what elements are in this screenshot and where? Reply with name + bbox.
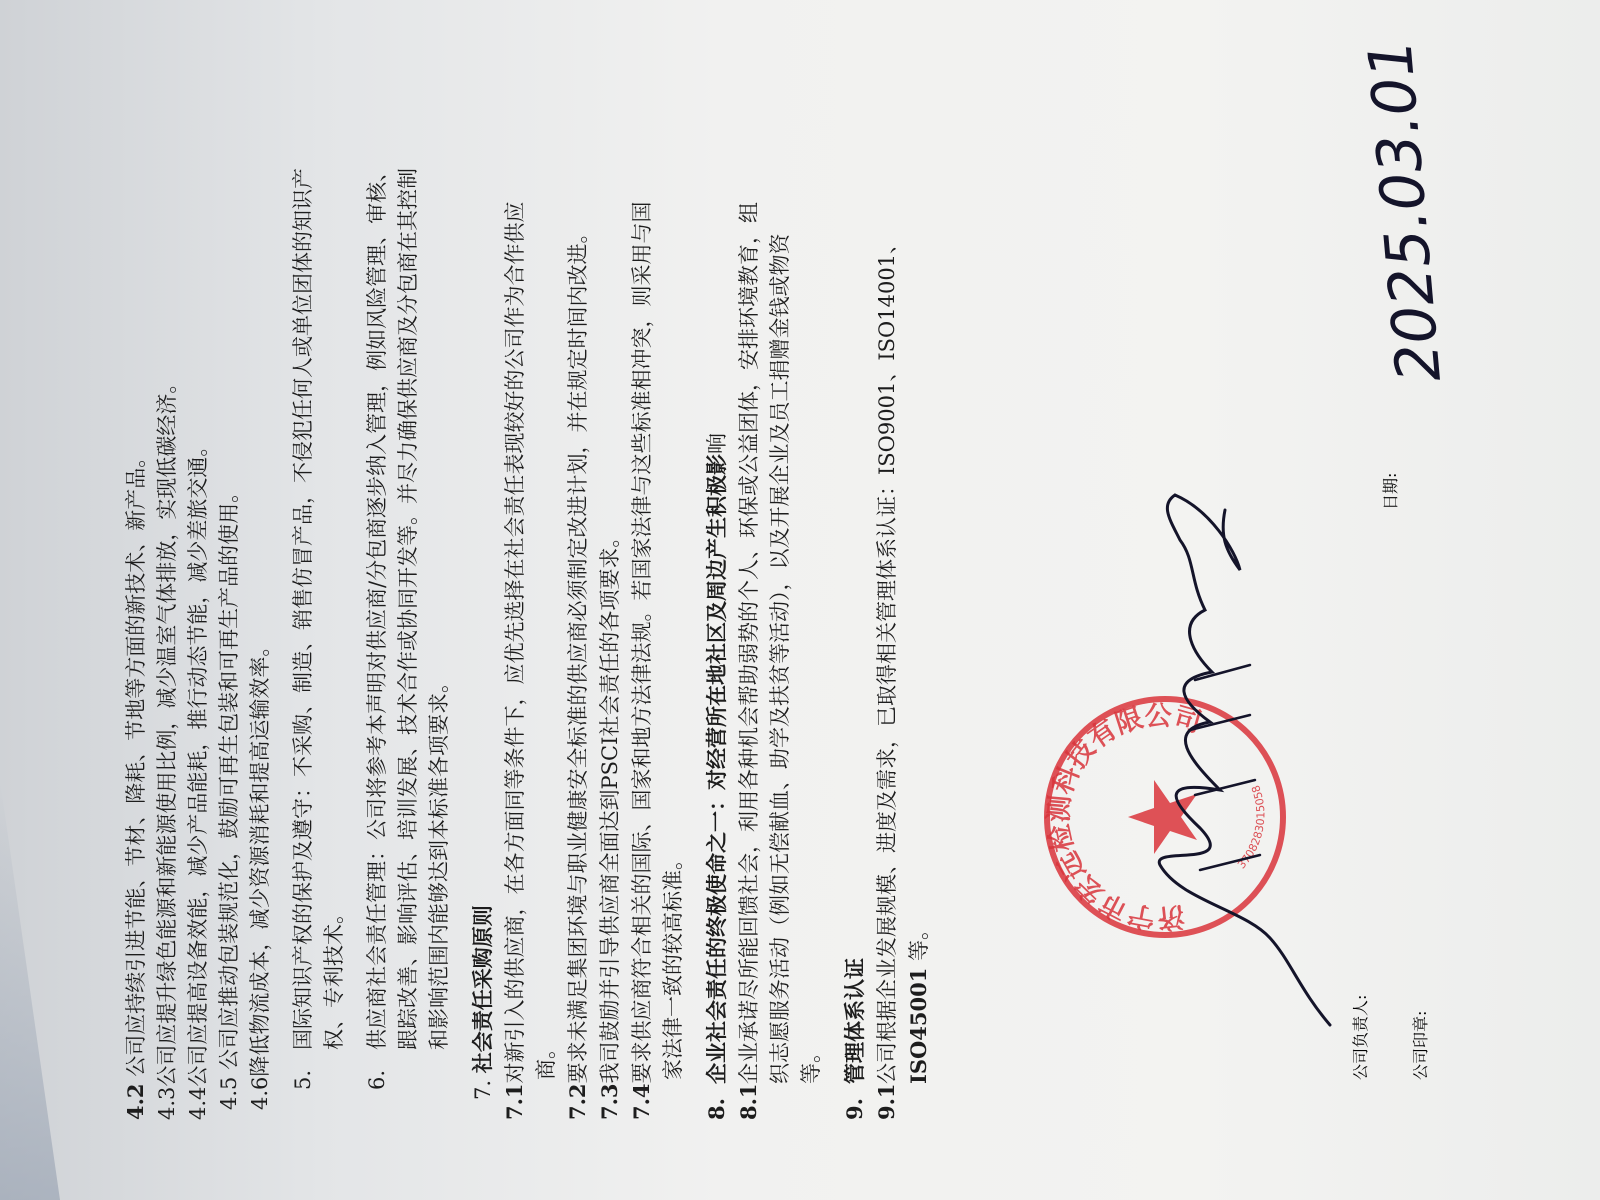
section-7-heading: [467, 40, 499, 1120]
section-title: 企业社会责任的终极使命之一：对经营所在地社区及周边产生积极影: [704, 454, 729, 1084]
item-number: 4.3: [155, 1086, 179, 1120]
item-number: 4.2: [123, 1083, 148, 1120]
item-text: 降低物流成本，减少资源消耗和提高运输效率。: [248, 635, 272, 1077]
spacer: [350, 40, 362, 1120]
item-number: 4.4: [186, 1086, 210, 1120]
stamp-company-text: 济宁市宏远检测科技有限公司: [1043, 700, 1205, 934]
item-number: 7.4: [629, 1083, 654, 1120]
item-6-cont: [424, 40, 455, 1120]
item-5-cont: [319, 40, 350, 1120]
item-text-tail: 等。: [907, 918, 931, 961]
item-9-1: [871, 40, 903, 1120]
item-4-4: [183, 40, 214, 1120]
item-text: 公司应提高设备效能，减少产品能耗，推行动态节能，减少差旅交通。: [186, 435, 210, 1087]
item-text-line: 供应商社会责任管理：公司将参考本声明对供应商/分包商逐步纳入管理，例如风险管理、审核、: [365, 160, 389, 1050]
stamp-code-text: 3708283015058: [1235, 783, 1268, 872]
item-7-4-cont: [658, 40, 689, 1120]
item-8-1-cont: [765, 40, 796, 1120]
date-label: 日期:: [1381, 472, 1400, 510]
section-title: 社会责任采购原则: [470, 905, 495, 1074]
company-seal-label: 公司印章:: [1411, 1010, 1430, 1080]
item-7-2: [562, 40, 594, 1120]
item-number: 4.5: [217, 1076, 241, 1110]
document-body: [120, 40, 935, 1120]
item-text-line: 家法律一致的较高标准。: [661, 849, 685, 1080]
item-text-line: 跟踪改善、影响评估、培训发展、技术合作或协同开发等。并尽力确保供应商及分包商在其控制: [396, 168, 420, 1050]
item-text: 公司应持续引进节能、节材、降耗、节地等方面的新技术、新产品。: [124, 446, 148, 1077]
item-number: 7.3: [597, 1083, 622, 1120]
item-text-line: 对新引入的供应商，在各方面同等条件下，应优先选择在社会责任表现较好的公司作为合作供应: [503, 201, 527, 1084]
spacer: [689, 40, 701, 1120]
section-title: 管理体系认证: [842, 958, 867, 1084]
spacer: [827, 40, 839, 1120]
item-text-line: 公司根据企业发展规模、进度及需求，已取得相关管理体系认证：ISO9001、ISO14001、: [875, 232, 899, 1084]
section-title-tail: 响: [705, 433, 729, 454]
item-number: 5.: [291, 1069, 315, 1090]
item-text-line: 权、专利技术。: [322, 903, 346, 1050]
item-7-4: [626, 40, 658, 1120]
handwritten-date: 2025.03.01: [1355, 36, 1455, 385]
section-9-heading: [839, 40, 871, 1120]
item-number: 7.2: [565, 1083, 590, 1120]
item-number: 7.1: [502, 1083, 527, 1120]
item-4-3: [152, 40, 183, 1120]
item-number: 9.1: [874, 1083, 899, 1120]
item-text-line: 企业承诺尽所能回馈社会，利用各种机会帮助弱势的个人、环保或公益团体，安排环境教育，组: [737, 202, 761, 1084]
company-seal-stamp: [1040, 692, 1290, 942]
iso-standard: ISO45001: [906, 967, 931, 1084]
item-text-line: 要求供应商符合相关的国际、国家和地方法律法规。若国家法律与这些标准相冲突，则采用与国: [630, 201, 654, 1084]
item-text: 要求未满足集团环境与职业健康安全标准的供应商必须制定改进计划，并在规定时间内改进。: [566, 222, 590, 1084]
item-4-2: [120, 40, 152, 1120]
item-text-line: 织志愿服务活动（例如无偿献血、助学及扶贫等活动），以及开展企业及员工捐赠金钱或物资: [768, 233, 792, 1084]
item-text: 我司鼓励并引导供应商全面达到PSCI社会责任的各项要求。: [598, 526, 622, 1084]
item-text-line: 国际知识产权的保护及遵守：不采购、制造、销售仿冒产品，不侵犯任何人或单位团体的知识产: [291, 168, 315, 1050]
item-number: 8.1: [736, 1083, 761, 1120]
item-6-cont: [393, 40, 424, 1120]
section-8-heading: [701, 40, 733, 1120]
item-text: 公司应推动包装规范化，鼓励可再生包装和可再生产品的使用。: [217, 481, 241, 1070]
item-5: [288, 40, 319, 1120]
responsible-person-label: 公司负责人:: [1351, 994, 1370, 1080]
item-7-1-cont: [531, 40, 562, 1120]
section-number: 7.: [471, 1079, 495, 1100]
item-8-1-cont: [796, 40, 827, 1120]
item-8-1: [733, 40, 765, 1120]
item-6: [362, 40, 393, 1120]
section-number: 9.: [842, 1098, 867, 1120]
item-7-1: [499, 40, 531, 1120]
item-text: 公司应提升绿色能源和新能源使用比例，减少温室气体排放，实现低碳经济。: [155, 372, 179, 1087]
item-text-line: 和影响范围内能够达到本标准各项要求。: [427, 672, 451, 1050]
item-7-3: [594, 40, 626, 1120]
item-text-line: 等。: [799, 1042, 823, 1084]
item-text-line: 商。: [534, 1038, 558, 1080]
spacer: [455, 40, 467, 1120]
item-4-6: [245, 40, 276, 1120]
item-9-1-cont: [903, 40, 935, 1120]
item-number: 6.: [365, 1069, 389, 1090]
stamp-star-icon: [1128, 780, 1197, 854]
spacer: [276, 40, 288, 1120]
item-number: 4.6: [248, 1076, 272, 1110]
section-number: 8.: [704, 1098, 729, 1120]
item-4-5: [214, 40, 245, 1120]
